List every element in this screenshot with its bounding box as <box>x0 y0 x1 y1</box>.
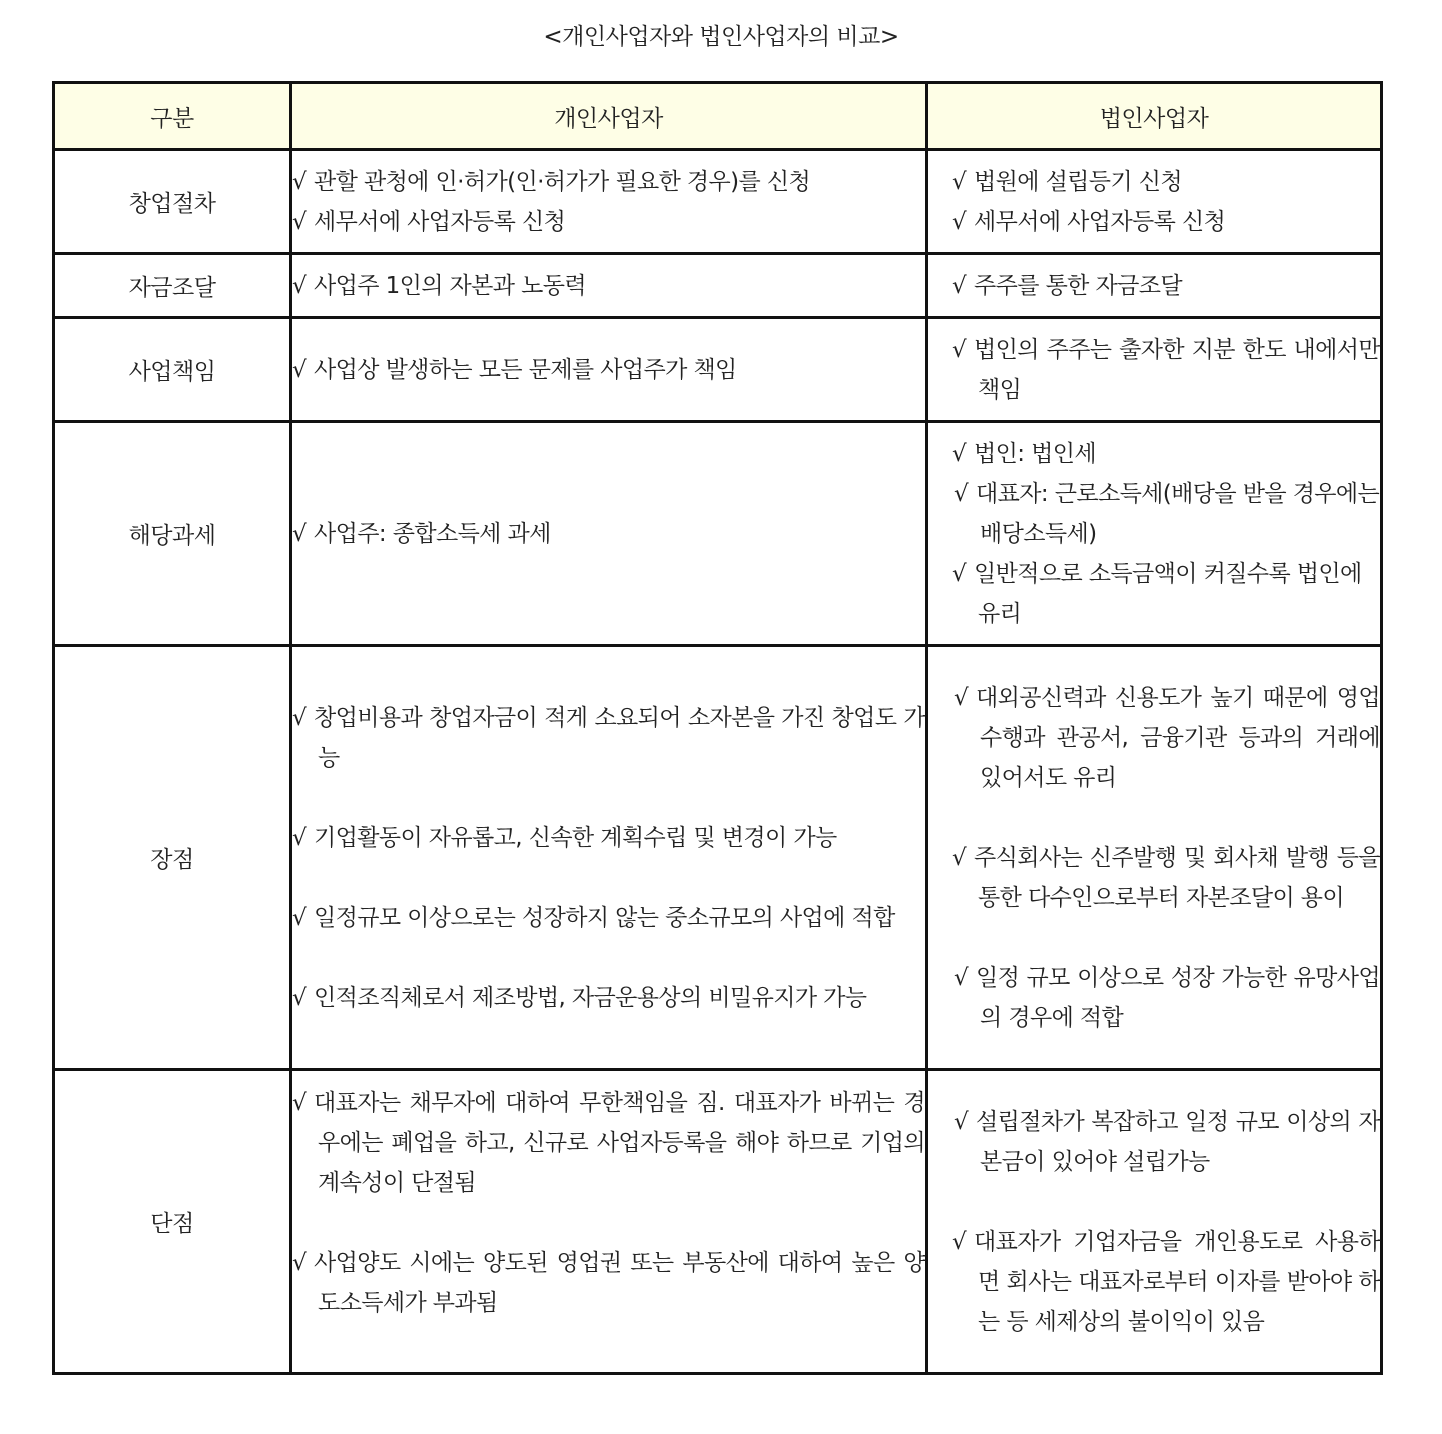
individual-cell <box>291 1070 927 1374</box>
list-item: √ 법원에 설립등기 신청 <box>952 162 1380 202</box>
list-item: √ 창업비용과 창업자금이 적게 소요되어 소자본을 가진 창업도 가능 <box>292 698 925 778</box>
check-icon: √ <box>292 168 307 195</box>
list-item: √ 법인: 법인세 <box>952 434 1380 474</box>
list-item: √ 법인의 주주는 출자한 지분 한도 내에서만 책임 <box>952 330 1380 410</box>
header-corporate: 법인사업자 <box>927 83 1382 150</box>
table-row <box>54 318 1382 422</box>
table-row <box>54 646 1382 1070</box>
check-icon: √ <box>292 704 307 731</box>
corporate-cell <box>927 318 1382 422</box>
check-icon: √ <box>292 824 307 851</box>
list-item: √ 사업상 발생하는 모든 문제를 사업주가 책임 <box>292 350 925 390</box>
table-header-row <box>54 83 1382 150</box>
list-item: √ 일정 규모 이상으로 성장 가능한 유망사업의 경우에 적합 <box>952 958 1380 1038</box>
list-item: √ 대표자는 채무자에 대하여 무한책임을 짐. 대표자가 바뀌는 경우에는 폐업을 하고, 신규로 사업자등록을 해야 하므로 기업의 계속성이 단절됨 <box>292 1083 925 1203</box>
table-row <box>54 254 1382 318</box>
list-item: √ 대외공신력과 신용도가 높기 때문에 영업수행과 관공서, 금융기관 등과의 거래에 있어서도 유리 <box>952 678 1380 798</box>
list-item: √ 인적조직체로서 제조방법, 자금운용상의 비밀유지가 가능 <box>292 978 925 1018</box>
row-category: 창업절차 <box>54 150 291 254</box>
list-item: √ 대표자가 기업자금을 개인용도로 사용하면 회사는 대표자로부터 이자를 받아야 하는 등 세제상의 불이익이 있음 <box>952 1222 1380 1342</box>
check-icon: √ <box>954 964 969 991</box>
check-icon: √ <box>952 844 967 871</box>
comparison-table <box>52 81 1383 1375</box>
individual-cell <box>291 318 927 422</box>
row-category: 장점 <box>54 646 291 1070</box>
check-icon: √ <box>292 984 307 1011</box>
corporate-cell <box>927 254 1382 318</box>
list-item: √ 일정규모 이상으로는 성장하지 않는 중소규모의 사업에 적합 <box>292 898 925 938</box>
check-icon: √ <box>952 168 967 195</box>
check-icon: √ <box>954 684 969 711</box>
row-category: 사업책임 <box>54 318 291 422</box>
list-item: √ 주주를 통한 자금조달 <box>952 266 1380 306</box>
check-icon: √ <box>292 356 307 383</box>
list-item: √ 사업주: 종합소득세 과세 <box>292 514 925 554</box>
check-icon: √ <box>952 336 967 363</box>
check-icon: √ <box>292 208 307 235</box>
check-icon: √ <box>954 480 969 507</box>
list-item: √ 기업활동이 자유롭고, 신속한 계획수립 및 변경이 가능 <box>292 818 925 858</box>
individual-cell <box>291 422 927 646</box>
table-row <box>54 422 1382 646</box>
check-icon: √ <box>292 520 307 547</box>
list-item: √ 사업주 1인의 자본과 노동력 <box>292 266 925 306</box>
corporate-cell <box>927 1070 1382 1374</box>
list-item: √ 설립절차가 복잡하고 일정 규모 이상의 자본금이 있어야 설립가능 <box>952 1102 1380 1182</box>
check-icon: √ <box>954 1108 969 1135</box>
list-item: √ 사업양도 시에는 양도된 영업권 또는 부동산에 대하여 높은 양도소득세가 부과됨 <box>292 1243 925 1323</box>
individual-cell <box>291 254 927 318</box>
list-item: √ 세무서에 사업자등록 신청 <box>292 202 925 242</box>
individual-cell <box>291 646 927 1070</box>
check-icon: √ <box>292 1250 307 1276</box>
header-individual: 개인사업자 <box>291 83 927 150</box>
check-icon: √ <box>952 1228 967 1255</box>
list-item: √ 주식회사는 신주발행 및 회사채 발행 등을 통한 다수인으로부터 자본조달이 용이 <box>952 838 1380 918</box>
list-item: √ 세무서에 사업자등록 신청 <box>952 202 1380 242</box>
individual-cell <box>291 150 927 254</box>
corporate-cell <box>927 422 1382 646</box>
row-category: 해당과세 <box>54 422 291 646</box>
corporate-cell <box>927 150 1382 254</box>
check-icon: √ <box>292 904 307 931</box>
check-icon: √ <box>952 208 967 235</box>
check-icon: √ <box>952 272 967 299</box>
table-row <box>54 150 1382 254</box>
check-icon: √ <box>292 272 307 299</box>
row-category: 자금조달 <box>54 254 291 318</box>
list-item: √ 대표자: 근로소득세(배당을 받을 경우에는 배당소득세) <box>952 474 1380 554</box>
list-item: √ 일반적으로 소득금액이 커질수록 법인에 유리 <box>952 554 1380 634</box>
check-icon: √ <box>952 440 967 467</box>
check-icon: √ <box>292 1090 307 1116</box>
header-category: 구분 <box>54 83 291 150</box>
check-icon: √ <box>952 560 967 587</box>
list-item: √ 관할 관청에 인·허가(인·허가가 필요한 경우)를 신청 <box>292 162 925 202</box>
corporate-cell <box>927 646 1382 1070</box>
document-title: <개인사업자와 법인사업자의 비교> <box>543 24 899 50</box>
table-row <box>54 1070 1382 1374</box>
row-category: 단점 <box>54 1070 291 1374</box>
